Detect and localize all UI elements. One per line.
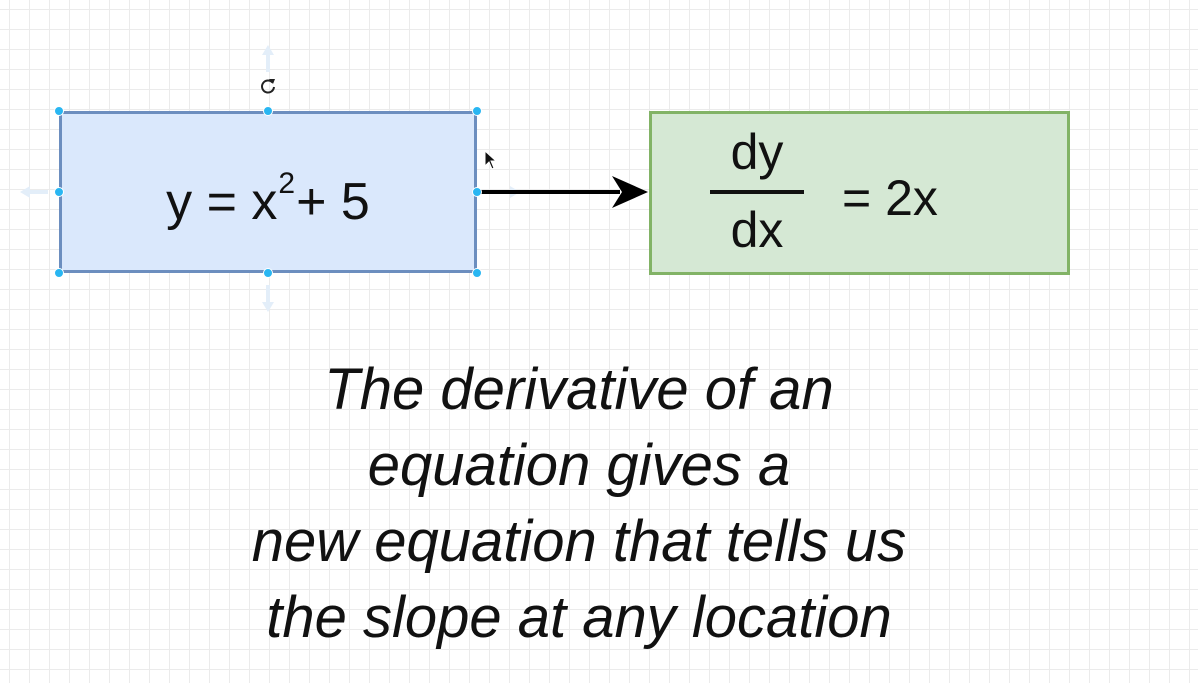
equation-lhs: y = x	[166, 173, 278, 231]
equation-box-right[interactable]	[649, 111, 1070, 275]
resize-handle-bottom-left[interactable]	[54, 268, 64, 278]
resize-handle-right[interactable]	[472, 187, 482, 197]
derivative-fraction	[710, 122, 804, 260]
fraction-bar	[710, 190, 804, 194]
equation-exponent: 2	[278, 167, 296, 200]
resize-handle-top-left[interactable]	[54, 106, 64, 116]
resize-handle-bottom[interactable]	[263, 268, 273, 278]
caption-line-2: equation gives a	[367, 433, 791, 498]
resize-handle-bottom-right[interactable]	[472, 268, 482, 278]
mouse-cursor-icon	[484, 150, 498, 172]
caption-text[interactable]	[0, 352, 1158, 656]
fraction-denominator: dx	[730, 202, 784, 258]
caption-line-3: new equation that tells us	[251, 509, 907, 574]
resize-handle-top[interactable]	[263, 106, 273, 116]
caption-line-4: the slope at any location	[266, 585, 892, 650]
rotate-icon[interactable]	[258, 76, 278, 96]
equation-box-left[interactable]	[59, 111, 477, 273]
derivative-result: = 2x	[842, 170, 938, 226]
caption-line-1: The derivative of an	[324, 357, 834, 422]
resize-handle-left[interactable]	[54, 187, 64, 197]
connector-arrow[interactable]	[479, 176, 648, 208]
equation-text-left	[62, 167, 474, 240]
fraction-numerator: dy	[730, 124, 784, 180]
equation-rest: + 5	[296, 173, 370, 231]
resize-handle-top-right[interactable]	[472, 106, 482, 116]
